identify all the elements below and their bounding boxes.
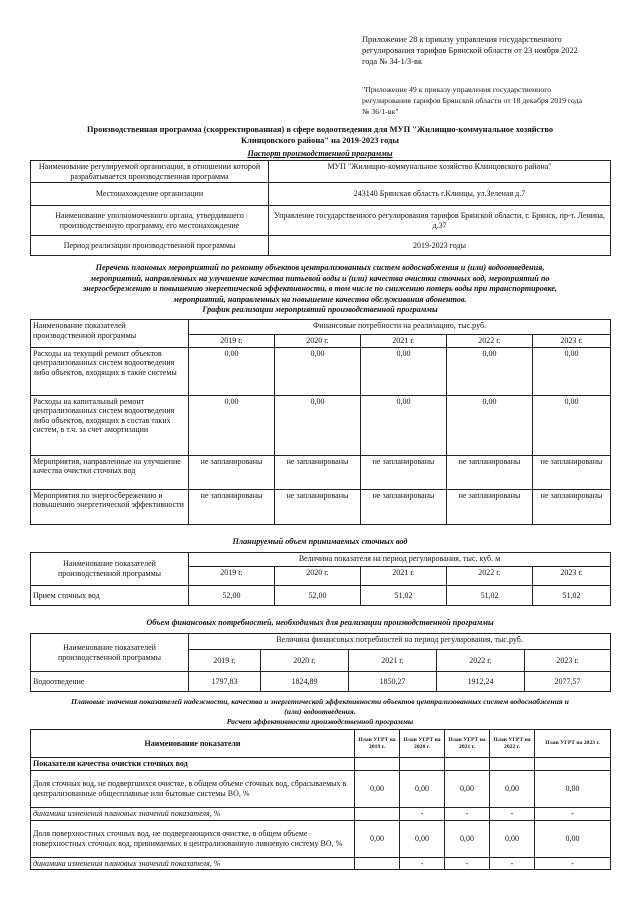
measure-value: не запланированы bbox=[361, 455, 447, 489]
dynamics-value: - bbox=[445, 808, 490, 821]
measure-value: 0,00 bbox=[275, 347, 361, 395]
volume-table bbox=[30, 552, 611, 606]
finance-col-name: Наименование показателей производственной программы bbox=[31, 634, 189, 672]
reliability-value: 0,00 bbox=[535, 771, 611, 808]
finance-value: 1850,27 bbox=[349, 672, 437, 692]
plan-header: План УГРТ на 2023 г. bbox=[535, 730, 611, 758]
dynamics-value bbox=[355, 808, 400, 821]
measures-heading-line-5: График реализации мероприятий производственной программы bbox=[202, 305, 438, 314]
reliability-section-label: Показатели качества очистки сточных вод bbox=[31, 758, 355, 771]
passport-table bbox=[30, 160, 611, 256]
finance-heading: Объем финансовых потребностей, необходимых для реализации производственной программы bbox=[146, 618, 494, 627]
measures-table bbox=[30, 319, 611, 525]
plan-header: План УГРТ на 2020 г. bbox=[400, 730, 445, 758]
reliability-dynamics-row bbox=[31, 808, 611, 821]
volume-heading: Планируемый объем принимаемых сточных вод bbox=[232, 537, 408, 546]
volume-header-row bbox=[31, 553, 611, 567]
previous-annex-note bbox=[362, 84, 622, 117]
measures-col-group: Финансовые потребности на реализацию, тыс.руб. bbox=[189, 320, 611, 335]
volume-value: 51,02 bbox=[361, 586, 447, 606]
plan-header: План УГРТ на 2019 г. bbox=[355, 730, 400, 758]
measure-value: не запланированы bbox=[447, 455, 533, 489]
dynamics-value: - bbox=[490, 808, 535, 821]
year-header: 2020 г. bbox=[275, 567, 361, 586]
dynamics-label: динамика изменения плановых значений показателя, % bbox=[31, 857, 355, 870]
measure-label: Мероприятия по энергосбережению и повышению энергетической эффективности bbox=[31, 489, 189, 524]
measure-value: 0,00 bbox=[275, 395, 361, 455]
finance-value: 2077,57 bbox=[525, 672, 611, 692]
dynamics-value: - bbox=[535, 857, 611, 870]
reliability-header-row bbox=[31, 730, 611, 758]
passport-row bbox=[31, 236, 611, 256]
passport-label: Наименование уполномоченного органа, утвердившего производственную программу, его местонахождение bbox=[31, 206, 269, 236]
annex-note bbox=[362, 34, 622, 67]
finance-row-label: Водоотведение bbox=[31, 672, 189, 692]
measures-col-name: Наименование показателей производственной программы bbox=[31, 320, 189, 348]
measures-heading-line-3: энергосбережению и повышению энергетической эффективности, в том числе по снижению потерь воды при транспортировке, bbox=[82, 284, 558, 293]
volume-col-group: Величина показателя на период регулирования, тыс. куб. м bbox=[189, 553, 611, 567]
measures-heading-line-1: Перечень плановых мероприятий по ремонту объектов централизованных систем водоснабжения и (или) водоотведения, bbox=[95, 263, 545, 272]
prev-annex-line-1: "Приложение 49 к приказу управления государственного bbox=[362, 85, 552, 94]
dynamics-value: - bbox=[400, 857, 445, 870]
passport-value: 243140 Брянская область г.Клинцы, ул.Зеленая д.7 bbox=[269, 183, 611, 206]
reliability-dynamics-row bbox=[31, 857, 611, 870]
reliability-row-label: Доля поверхностных сточных вод, не подвергающихся очистке, в общем объеме поверхностных сточных вод, принимаемых в централизованную ливневую систему ВО, % bbox=[31, 820, 355, 857]
year-header: 2020 г. bbox=[261, 650, 349, 672]
measure-value: не запланированы bbox=[275, 489, 361, 524]
passport-value: 2019-2023 годы bbox=[269, 236, 611, 256]
year-header: 2019 г. bbox=[189, 650, 261, 672]
measures-row bbox=[31, 347, 611, 395]
passport-label: Период реализации производственной программы bbox=[31, 236, 269, 256]
prev-annex-line-2: регулирования тарифов Брянской области от 18 декабря 2019 года bbox=[362, 96, 583, 105]
year-header: 2022 г. bbox=[437, 650, 525, 672]
reliability-row-label: Доля сточных вод, не подвергшихся очистке, в общем объеме сточных вод, сбрасываемых в централизованные общесплавные или бытовые системы ВО, % bbox=[31, 771, 355, 808]
measures-header-row bbox=[31, 320, 611, 335]
title-line-1: Производственная программа (скорректированная) в сфере водоотведения для МУП "Жилищно-коммунальное хозяйство bbox=[86, 125, 554, 134]
document-title bbox=[30, 124, 610, 146]
year-header: 2023 г. bbox=[525, 650, 611, 672]
measures-row bbox=[31, 455, 611, 489]
measure-value: не запланированы bbox=[361, 489, 447, 524]
volume-col-name: Наименование показателей производственной программы bbox=[31, 553, 189, 586]
passport-heading: Паспорт производственной программы bbox=[247, 149, 393, 158]
measure-value: 0,00 bbox=[361, 347, 447, 395]
finance-value: 1824,89 bbox=[261, 672, 349, 692]
reliability-value: 0,00 bbox=[445, 820, 490, 857]
measure-label: Расходы на капитальный ремонт централизованных систем водоотведения либо объектов, входящих в состав таких систем, в т.ч. за счет амортизации bbox=[31, 395, 189, 455]
measure-value: 0,00 bbox=[447, 395, 533, 455]
reliability-value: 0,00 bbox=[490, 771, 535, 808]
annex-line-2: регулирования тарифов Брянской области от 23 ноября 2022 bbox=[362, 46, 578, 55]
year-header: 2019 г. bbox=[189, 335, 275, 348]
dynamics-value: - bbox=[400, 808, 445, 821]
plan-header: План УГРТ на 2022 г. bbox=[490, 730, 535, 758]
measure-value: 0,00 bbox=[361, 395, 447, 455]
finance-table bbox=[30, 633, 611, 692]
year-header: 2023 г. bbox=[533, 567, 611, 586]
volume-row bbox=[31, 586, 611, 606]
dynamics-value: - bbox=[445, 857, 490, 870]
reliability-value: 0,00 bbox=[400, 771, 445, 808]
measure-value: 0,00 bbox=[189, 347, 275, 395]
measure-value: не запланированы bbox=[189, 455, 275, 489]
measure-value: 0,00 bbox=[533, 347, 611, 395]
measure-value: 0,00 bbox=[447, 347, 533, 395]
measures-heading-line-4: мероприятий, направленных на повышение качества обслуживания абонентов. bbox=[173, 294, 467, 304]
measure-value: 0,00 bbox=[189, 395, 275, 455]
measure-label: Расходы на текущий ремонт объектов централизованных систем водоотведения либо объектов, входящих в такие системы bbox=[31, 347, 189, 395]
measures-heading bbox=[30, 263, 610, 316]
reliability-heading bbox=[30, 697, 610, 727]
passport-value: Управление государственного регулирования тарифов Брянской области, г. Брянск, пр-т. Ленина, д.37 bbox=[269, 206, 611, 236]
reliability-table bbox=[30, 729, 611, 870]
year-header: 2022 г. bbox=[447, 567, 533, 586]
year-header: 2020 г. bbox=[275, 335, 361, 348]
reliability-value: 0,00 bbox=[535, 820, 611, 857]
prev-annex-line-3: № 36/1-вк" bbox=[362, 107, 399, 116]
passport-row bbox=[31, 206, 611, 236]
year-header: 2019 г. bbox=[189, 567, 275, 586]
dynamics-value: - bbox=[535, 808, 611, 821]
passport-row bbox=[31, 183, 611, 206]
reliability-heading-line-3: Расчет эффективности производственной программы bbox=[226, 717, 414, 726]
reliability-heading-line-2: (или) водоотведения. bbox=[284, 707, 356, 716]
reliability-row bbox=[31, 771, 611, 808]
reliability-row bbox=[31, 820, 611, 857]
dynamics-label: динамика изменения плановых значений показателя, % bbox=[31, 808, 355, 821]
annex-line-3: года № 34-1/3-вк bbox=[362, 57, 423, 66]
measures-row bbox=[31, 489, 611, 524]
passport-label: Местонахождение организации bbox=[31, 183, 269, 206]
measure-label: Мероприятия, направленные на улучшение качества очистки сточных вод bbox=[31, 455, 189, 489]
reliability-value: 0,00 bbox=[355, 820, 400, 857]
measures-heading-line-2: мероприятий, направленных на улучшение качества питьевой воды и (или) качества очистки сточных вод, мероприятий по bbox=[90, 273, 550, 283]
reliability-col-name: Наименование показатели bbox=[31, 730, 355, 758]
title-line-2: Клинцовского района" на 2019-2023 годы bbox=[241, 136, 399, 145]
year-header: 2023 г. bbox=[533, 335, 611, 348]
finance-col-group: Величина финансовых потребностей на период регулирования, тыс.руб. bbox=[189, 634, 611, 650]
year-header: 2021 г. bbox=[361, 567, 447, 586]
measure-value: не запланированы bbox=[447, 489, 533, 524]
reliability-heading-line-1: Плановые значения показателей надежности, качества и энергетической эффективности объектов централизованных систем водоснабжения и bbox=[71, 697, 569, 706]
measure-value: не запланированы bbox=[275, 455, 361, 489]
year-header: 2022 г. bbox=[447, 335, 533, 348]
measure-value: не запланированы bbox=[189, 489, 275, 524]
reliability-value: 0,00 bbox=[400, 820, 445, 857]
passport-label: Наименование регулируемой организации, в отношении которой разрабатывается производственная программа bbox=[31, 161, 269, 183]
year-header: 2021 г. bbox=[361, 335, 447, 348]
reliability-value: 0,00 bbox=[490, 820, 535, 857]
reliability-value: 0,00 bbox=[445, 771, 490, 808]
dynamics-value bbox=[355, 857, 400, 870]
reliability-section-row bbox=[31, 758, 611, 771]
measure-value: 0,00 bbox=[533, 395, 611, 455]
dynamics-value: - bbox=[490, 857, 535, 870]
passport-row bbox=[31, 161, 611, 183]
measures-row bbox=[31, 395, 611, 455]
measure-value: не запланированы bbox=[533, 455, 611, 489]
passport-value: МУП "Жилищно-коммунальное хозяйство Клинцовского района" bbox=[269, 161, 611, 183]
volume-value: 52,00 bbox=[189, 586, 275, 606]
volume-value: 52,00 bbox=[275, 586, 361, 606]
plan-header: План УГРТ на 2021 г. bbox=[445, 730, 490, 758]
volume-row-label: Прием сточных вод bbox=[31, 586, 189, 606]
volume-value: 51,02 bbox=[447, 586, 533, 606]
finance-header-row bbox=[31, 634, 611, 650]
finance-value: 1797,83 bbox=[189, 672, 261, 692]
reliability-value: 0,00 bbox=[355, 771, 400, 808]
measure-value: не запланированы bbox=[533, 489, 611, 524]
volume-value: 51,02 bbox=[533, 586, 611, 606]
finance-value: 1912,24 bbox=[437, 672, 525, 692]
year-header: 2021 г. bbox=[349, 650, 437, 672]
annex-line-1: Приложение 28 к приказу управления государственного bbox=[362, 35, 562, 44]
finance-row bbox=[31, 672, 611, 692]
